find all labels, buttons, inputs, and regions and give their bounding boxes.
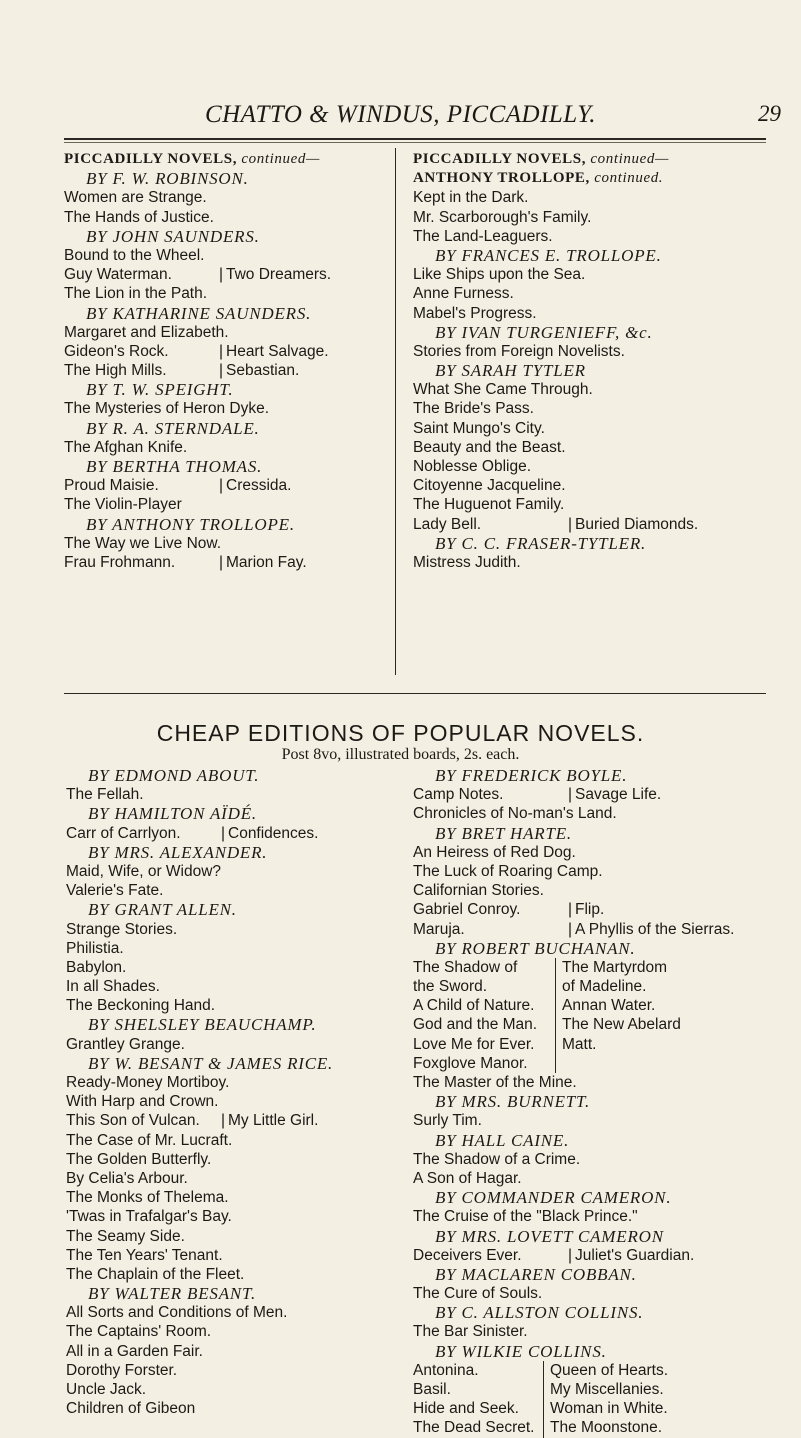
split-row	[413, 1418, 743, 1437]
book-title: Beauty and the Beast.	[413, 438, 566, 456]
author-heading: BY R. A. STERNDALE.	[86, 418, 260, 438]
book-title: Children of Gibeon	[66, 1400, 196, 1418]
book-title: Philistia.	[66, 939, 124, 957]
book-title: This Son of Vulcan.	[66, 1112, 200, 1130]
book-title: Camp Notes.	[413, 786, 504, 804]
author-heading: BY F. W. ROBINSON.	[86, 169, 249, 189]
author-heading: BY SHELSLEY BEAUCHAMP.	[88, 1015, 317, 1035]
piccadilly-left-column	[64, 150, 394, 572]
book-title: The Hands of Justice.	[64, 208, 214, 226]
book-title: Stories from Foreign Novelists.	[413, 342, 625, 360]
cheap-editions-title: CHEAP EDITIONS OF POPULAR NOVELS.	[156, 720, 645, 746]
book-title: Lady Bell.	[413, 515, 482, 533]
book-title: Citoyenne Jacqueline.	[413, 477, 566, 495]
series-heading	[64, 150, 394, 169]
book-title: A Child of Nature.	[413, 997, 535, 1015]
book-title: Juliet's Guardian.	[575, 1246, 695, 1264]
book-title: Californian Stories.	[413, 882, 544, 900]
book-title: Maid, Wife, or Widow?	[66, 862, 222, 880]
book-title: The Fellah.	[66, 786, 144, 804]
book-title: Frau Frohmann.	[64, 553, 176, 571]
book-title: The Bride's Pass.	[413, 400, 534, 418]
book-title: The High Mills.	[64, 362, 167, 380]
book-title: Uncle Jack.	[66, 1381, 147, 1398]
series-heading-text: PICCADILLY NOVELS,	[413, 151, 591, 167]
title-separator: |	[567, 920, 573, 938]
author-heading: BY MACLAREN COBBAN.	[435, 1264, 637, 1284]
book-title: An Heiress of Red Dog.	[413, 843, 576, 861]
header-rule	[64, 138, 766, 140]
title-separator: |	[567, 786, 573, 804]
cheap-editions-subtitle: Post 8vo, illustrated boards, 2s. each.	[281, 746, 520, 763]
split-row	[413, 977, 743, 996]
author-heading: BY C. C. FRASER-TYTLER.	[435, 533, 647, 553]
book-title: The Shadow of a Crime.	[413, 1150, 581, 1168]
collins-titles	[413, 1361, 743, 1438]
book-title: All in a Garden Fair.	[66, 1342, 203, 1360]
author-heading: BY BRET HARTE.	[435, 823, 572, 843]
author-heading: BY FREDERICK BOYLE.	[435, 766, 628, 785]
book-title: Two Dreamers.	[226, 266, 332, 284]
book-title: The Golden Butterfly.	[66, 1150, 212, 1168]
book-title: Mistress Judith.	[413, 553, 521, 571]
book-title: Proud Maisie.	[64, 477, 159, 495]
title-pair	[413, 785, 743, 804]
book-title: Foxglove Manor.	[413, 1054, 528, 1072]
title-pair	[413, 900, 743, 919]
running-head: CHATTO & WINDUS, PICCADILLY.	[204, 101, 597, 128]
buchanan-titles	[413, 958, 743, 1073]
book-title: Saint Mungo's City.	[413, 419, 545, 437]
book-title: Mabel's Progress.	[413, 304, 537, 322]
continued-label: continued.	[594, 170, 664, 187]
book-title: Noblesse Oblige.	[413, 458, 532, 475]
title-pair	[64, 342, 394, 361]
book-title: Ready-Money Mortiboy.	[66, 1074, 230, 1091]
author-heading: BY HAMILTON AÏDÉ.	[88, 804, 257, 824]
author-heading: BY IVAN TURGENIEFF, &c.	[435, 322, 653, 342]
book-title: Babylon.	[66, 958, 127, 976]
title-pair	[66, 824, 396, 843]
book-title: The Lion in the Path.	[64, 285, 208, 303]
author-heading: BY KATHARINE SAUNDERS.	[86, 303, 312, 323]
author-heading: BY EDMOND ABOUT.	[88, 766, 260, 785]
book-title: Mr. Scarborough's Family.	[413, 208, 592, 226]
book-title: The Bar Sinister.	[413, 1323, 528, 1341]
book-title: The Land-Leaguers.	[413, 227, 553, 245]
series-heading-text: ANTHONY TROLLOPE,	[413, 170, 595, 187]
split-row	[413, 1035, 743, 1054]
title-separator: |	[567, 901, 573, 919]
book-title: The Cruise of the "Black Prince."	[413, 1208, 638, 1226]
book-title: Maruja.	[413, 920, 465, 938]
book-title: The Cure of Souls.	[413, 1285, 543, 1303]
column-divider	[395, 148, 396, 675]
book-title: The Monks of Thelema.	[66, 1189, 229, 1207]
title-pair	[64, 361, 394, 380]
continued-label: continued—	[590, 151, 669, 167]
book-title: The Ten Years' Tenant.	[66, 1246, 223, 1264]
title-separator: |	[218, 553, 224, 571]
book-title: Anne Furness.	[413, 285, 514, 303]
author-heading: BY BERTHA THOMAS.	[86, 457, 263, 476]
split-row	[413, 1054, 743, 1073]
book-title: Chronicles of No-man's Land.	[413, 805, 617, 823]
book-title: The Master of the Mine.	[413, 1074, 577, 1091]
series-heading-text: PICCADILLY NOVELS,	[64, 151, 242, 167]
book-title: Hide and Seek.	[413, 1400, 519, 1418]
split-row	[413, 1361, 743, 1380]
piccadilly-right-column	[413, 150, 743, 572]
title-separator: |	[218, 362, 224, 380]
book-title: Cressida.	[226, 477, 292, 495]
book-title: The Case of Mr. Lucraft.	[66, 1131, 233, 1149]
book-title: By Celia's Arbour.	[66, 1169, 188, 1187]
author-heading: BY GRANT ALLEN.	[88, 900, 237, 920]
author-heading: BY SARAH TYTLER	[435, 361, 586, 381]
book-title: Deceivers Ever.	[413, 1246, 522, 1264]
book-title: Grantley Grange.	[66, 1035, 185, 1053]
page-number: 29	[758, 101, 781, 126]
author-heading: BY MRS. LOVETT CAMERON	[435, 1226, 664, 1246]
book-title: Kept in the Dark.	[413, 189, 529, 207]
book-title: God and the Man.	[413, 1016, 538, 1034]
book-title: Annan Water.	[555, 996, 655, 1015]
title-pair	[413, 515, 743, 534]
book-title: The New Abelard	[555, 1015, 681, 1034]
author-heading: BY MRS. BURNETT.	[435, 1092, 591, 1112]
book-title: The Moonstone.	[543, 1418, 662, 1437]
author-heading: BY C. ALLSTON COLLINS.	[435, 1303, 644, 1323]
title-separator: |	[567, 515, 573, 533]
book-title: Love Me for Ever.	[413, 1035, 535, 1053]
title-pair	[64, 476, 394, 495]
author-heading: BY COMMANDER CAMERON.	[435, 1188, 672, 1208]
continued-label: continued—	[241, 151, 320, 167]
title-separator: |	[220, 824, 226, 842]
book-title: Dorothy Forster.	[66, 1361, 178, 1379]
book-title: Carr of Carrlyon.	[66, 824, 181, 842]
book-title: Like Ships upon the Sea.	[413, 266, 586, 284]
title-separator: |	[218, 342, 224, 360]
split-row	[413, 958, 743, 977]
book-title: Savage Life.	[575, 786, 662, 804]
author-heading: BY MRS. ALEXANDER.	[88, 842, 268, 862]
book-title: of Madeline.	[555, 977, 646, 996]
book-title: Gabriel Conroy.	[413, 901, 521, 919]
book-title: Guy Waterman.	[64, 266, 172, 284]
book-title: The Dead Secret.	[413, 1419, 535, 1437]
section-rule	[64, 693, 766, 694]
book-title: The Afghan Knife.	[64, 438, 188, 456]
author-heading: BY HALL CAINE.	[435, 1130, 570, 1150]
book-title: The Violin-Player	[64, 496, 182, 514]
book-title: Marion Fay.	[226, 553, 307, 571]
cheap-right-column	[413, 766, 743, 1438]
author-heading: BY WALTER BESANT.	[88, 1284, 257, 1304]
book-title: Gideon's Rock.	[64, 342, 169, 360]
series-heading	[413, 169, 743, 188]
book-title: Confidences.	[228, 824, 319, 842]
split-row	[413, 1399, 743, 1418]
book-title: Margaret and Elizabeth.	[64, 323, 229, 341]
book-title: My Little Girl.	[228, 1112, 319, 1130]
author-heading: BY WILKIE COLLINS.	[435, 1341, 607, 1361]
author-heading: BY W. BESANT & JAMES RICE.	[88, 1053, 334, 1073]
book-title: Valerie's Fate.	[66, 882, 164, 900]
book-title: The Way we Live Now.	[64, 534, 222, 552]
author-heading: BY JOHN SAUNDERS.	[86, 226, 260, 246]
book-title: Surly Tim.	[413, 1112, 482, 1130]
book-title: The Luck of Roaring Camp.	[413, 862, 603, 880]
title-separator: |	[220, 1112, 226, 1130]
book-title: With Harp and Crown.	[66, 1093, 219, 1111]
book-title: Woman in White.	[543, 1399, 668, 1418]
book-title: Strange Stories.	[66, 920, 178, 938]
book-title: The Captains' Room.	[66, 1323, 212, 1341]
book-title: The Seamy Side.	[66, 1227, 185, 1245]
book-title: 'Twas in Trafalgar's Bay.	[66, 1208, 232, 1226]
split-row	[413, 996, 743, 1015]
title-separator: |	[218, 477, 224, 495]
book-title: The Beckoning Hand.	[66, 997, 216, 1015]
title-separator: |	[567, 1246, 573, 1264]
author-heading: BY FRANCES E. TROLLOPE.	[435, 245, 662, 265]
book-title: Buried Diamonds.	[575, 515, 699, 533]
title-separator: |	[218, 266, 224, 284]
book-title: All Sorts and Conditions of Men.	[66, 1304, 288, 1322]
split-row	[413, 1015, 743, 1034]
book-title: Basil.	[413, 1381, 451, 1398]
title-pair	[64, 265, 394, 284]
book-title: In all Shades.	[66, 978, 160, 996]
book-title: The Chaplain of the Fleet.	[66, 1265, 245, 1283]
title-pair	[413, 920, 743, 939]
author-heading: BY T. W. SPEIGHT.	[86, 380, 234, 400]
book-title: Flip.	[575, 901, 605, 919]
title-pair	[413, 1246, 743, 1265]
book-title: My Miscellanies.	[543, 1380, 664, 1399]
book-title: A Son of Hagar.	[413, 1169, 522, 1187]
book-title: Heart Salvage.	[226, 342, 329, 360]
title-pair	[66, 1111, 396, 1130]
author-heading: BY ANTHONY TROLLOPE.	[86, 514, 295, 534]
series-heading	[413, 150, 743, 169]
book-title: Women are Strange.	[64, 189, 207, 207]
book-title: Matt.	[555, 1035, 596, 1054]
book-title: What She Came Through.	[413, 381, 593, 399]
book-title: The Mysteries of Heron Dyke.	[64, 400, 270, 418]
book-title: Bound to the Wheel.	[64, 246, 205, 264]
book-title: Queen of Hearts.	[543, 1361, 668, 1380]
book-title: the Sword.	[413, 978, 488, 996]
book-title: The Huguenot Family.	[413, 496, 565, 514]
book-title: The Shadow of	[413, 958, 518, 976]
header-rule-thin	[64, 142, 766, 143]
book-title: The Martyrdom	[555, 958, 667, 977]
book-title	[555, 1054, 562, 1073]
book-title: Sebastian.	[226, 362, 300, 380]
split-row	[413, 1380, 743, 1399]
cheap-left-column	[66, 766, 396, 1418]
author-heading: BY ROBERT BUCHANAN.	[435, 938, 636, 958]
book-title: A Phyllis of the Sierras.	[575, 920, 735, 938]
book-title: Antonina.	[413, 1361, 479, 1379]
title-pair	[64, 553, 394, 572]
